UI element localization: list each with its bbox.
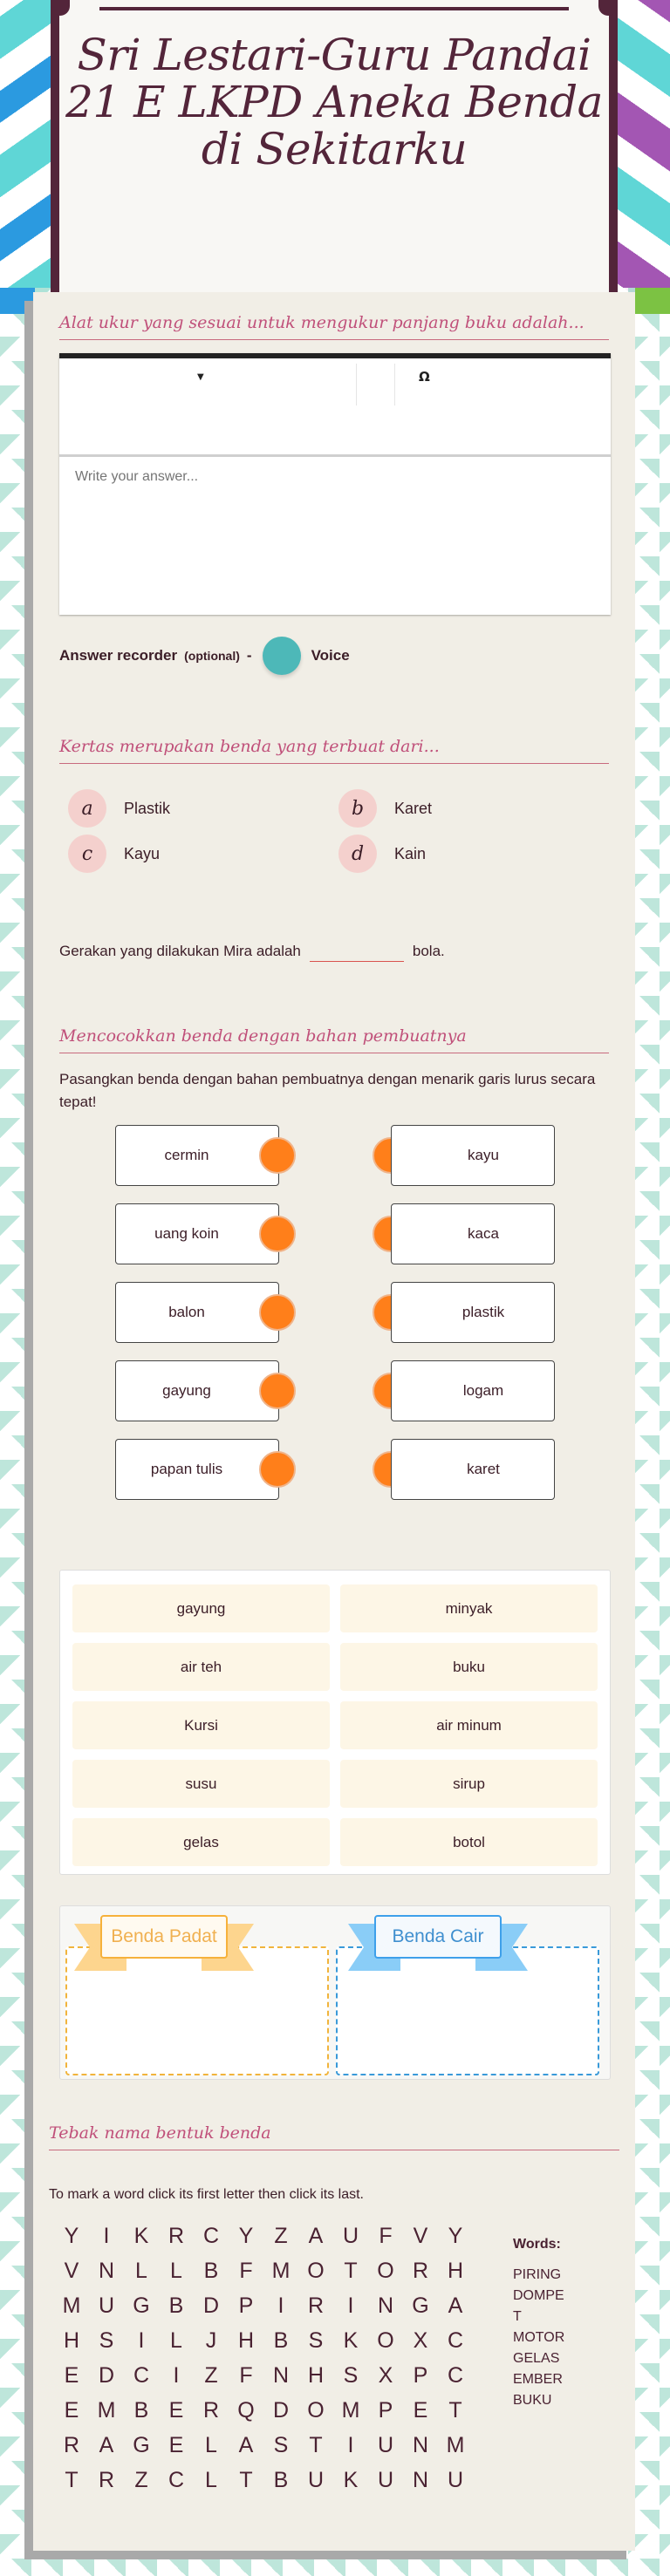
match-instruction: Pasangkan benda dengan bahan pembuatnya dengan menarik garis lurus secara tepat! [59, 1071, 596, 1110]
wordsearch-letter[interactable]: M [97, 2397, 116, 2423]
ribbon-benda-padat [74, 1915, 254, 1962]
wordsearch-letter[interactable]: G [133, 2293, 150, 2318]
wordsearch-letter[interactable]: T [239, 2467, 253, 2492]
wordsearch-letter[interactable]: T [309, 2432, 323, 2457]
drag-item[interactable]: gelas [72, 1818, 330, 1866]
wordsearch-letter[interactable]: I [103, 2223, 110, 2248]
match-right-item[interactable]: logam [391, 1360, 555, 1421]
wordsearch-letter[interactable]: U [447, 2467, 464, 2492]
wordsearch-letter[interactable]: V [64, 2258, 79, 2283]
drag-item[interactable]: botol [340, 1818, 598, 1866]
wordsearch-letter[interactable]: Z [134, 2467, 148, 2492]
wordsearch-letter[interactable]: E [168, 2432, 184, 2457]
wordsearch-letter[interactable]: U [342, 2223, 359, 2248]
option-d[interactable] [338, 835, 609, 873]
wordsearch-letter[interactable]: T [448, 2397, 462, 2423]
question-1-title: Alat ukur yang sesuai untuk mengukur panjang buku adalah... [59, 313, 609, 340]
wordsearch-letter[interactable]: C [202, 2223, 220, 2248]
wordsearch-letter[interactable]: R [63, 2432, 80, 2457]
worksheet-paper [33, 292, 635, 2551]
wordsearch-letter[interactable]: U [377, 2432, 394, 2457]
wordsearch-letter[interactable]: M [446, 2432, 465, 2457]
wordsearch-letter[interactable]: D [202, 2293, 220, 2318]
wordsearch-letter[interactable]: P [238, 2293, 254, 2318]
recorder-label: Answer recorder [59, 647, 178, 664]
title-card-corner-right [598, 0, 618, 16]
drag-item[interactable]: Kursi [72, 1701, 330, 1749]
wordsearch-letter[interactable]: O [307, 2258, 325, 2283]
toolbar-divider [356, 364, 357, 405]
wordsearch-letter[interactable]: J [205, 2327, 217, 2353]
drag-item[interactable]: susu [72, 1760, 330, 1808]
wordsearch-letter[interactable]: S [99, 2327, 114, 2353]
wordsearch-letter[interactable]: Y [238, 2223, 254, 2248]
fill-in-blank [59, 942, 445, 962]
wordsearch-letter[interactable]: K [343, 2467, 359, 2492]
wordsearch-letter[interactable]: T [344, 2258, 358, 2283]
wordsearch-letter[interactable]: Q [237, 2397, 255, 2423]
option-text: Kain [394, 844, 427, 862]
wordsearch-letter[interactable]: X [378, 2362, 393, 2388]
wordsearch-letter[interactable]: M [62, 2293, 81, 2318]
wordsearch-letter[interactable]: R [168, 2223, 185, 2248]
words-header: Words: [513, 2237, 561, 2252]
match-left-item[interactable]: papan tulis [115, 1439, 279, 1500]
wordsearch-letter[interactable]: R [412, 2258, 429, 2283]
option-text: Plastik [124, 799, 171, 817]
wordsearch-letter[interactable]: I [138, 2327, 145, 2353]
wordsearch-letter[interactable]: N [412, 2432, 429, 2457]
editor-toolbar [59, 358, 611, 457]
decor-corner-green [635, 288, 670, 314]
wordsearch-letter[interactable]: U [307, 2467, 325, 2492]
option-letter: c [68, 835, 106, 873]
wordsearch-letter[interactable]: G [412, 2293, 429, 2318]
wordsearch-letter[interactable]: N [272, 2362, 290, 2388]
answer-recorder [59, 637, 350, 675]
match-left-item[interactable]: gayung [115, 1360, 279, 1421]
category-label: Benda Cair [374, 1915, 502, 1959]
match-connector-dot[interactable] [259, 1294, 296, 1331]
blank-input[interactable] [310, 942, 404, 962]
wordsearch-letter[interactable]: A [308, 2223, 324, 2248]
question-4-title: Mencocokkan benda dengan bahan pembuatnya [59, 1026, 609, 1053]
wordsearch-letter[interactable]: P [413, 2362, 428, 2388]
title-card-rule [99, 7, 569, 10]
drag-item[interactable]: air teh [72, 1643, 330, 1691]
wordsearch-letter[interactable]: D [98, 2362, 115, 2388]
recorder-mode: Voice [311, 647, 350, 664]
wordsearch-letter[interactable]: E [168, 2397, 184, 2423]
answer-textarea[interactable] [59, 457, 611, 615]
answer-editor [59, 353, 611, 615]
option-text: Kayu [124, 844, 161, 862]
question-2-options [68, 789, 609, 873]
wordsearch-letter[interactable]: A [238, 2432, 254, 2457]
ribbon-benda-cair [348, 1915, 528, 1962]
wordsearch-letter[interactable]: M [271, 2258, 291, 2283]
question-6-title: Tebak nama bentuk benda [49, 2123, 619, 2150]
wordsearch-letter[interactable]: N [98, 2258, 115, 2283]
wordsearch-letter[interactable]: Z [204, 2362, 218, 2388]
wordsearch-letter[interactable]: X [413, 2327, 428, 2353]
word-item: DOMPET [513, 2288, 564, 2324]
option-b[interactable] [338, 789, 609, 828]
recorder-optional: (optional) [184, 649, 240, 663]
wordsearch-letter[interactable]: H [63, 2327, 80, 2353]
wordsearch-letter[interactable]: R [307, 2293, 325, 2318]
wordsearch-letter[interactable]: E [64, 2362, 79, 2388]
wordsearch-letter[interactable]: E [64, 2397, 79, 2423]
match-connector-dot[interactable] [259, 1137, 296, 1174]
wordsearch-letter[interactable]: D [272, 2397, 290, 2423]
wordsearch-letter[interactable]: O [307, 2397, 325, 2423]
match-row [115, 1282, 555, 1360]
question-2-title: Kertas merupakan benda yang terbuat dari... [59, 737, 609, 764]
wordsearch-letter[interactable]: S [343, 2362, 359, 2388]
wordsearch-letter[interactable]: L [170, 2327, 182, 2353]
record-voice-button[interactable] [263, 637, 301, 675]
match-left-item[interactable]: cermin [115, 1125, 279, 1186]
wordsearch-word-list [513, 2237, 571, 2411]
wordsearch-letter[interactable]: O [377, 2327, 394, 2353]
match-right-item[interactable]: plastik [391, 1282, 555, 1343]
wordsearch-letter[interactable]: O [377, 2258, 394, 2283]
word-item: EMBER [513, 2372, 563, 2387]
wordsearch-letter[interactable]: T [65, 2467, 79, 2492]
fill-text-before: Gerakan yang dilakukan Mira adalah [59, 942, 301, 959]
wordsearch-letter[interactable]: K [133, 2223, 149, 2248]
match-row [115, 1125, 555, 1203]
drag-item[interactable]: air minum [340, 1701, 598, 1749]
wordsearch-letter[interactable]: G [133, 2432, 150, 2457]
wordsearch-letter[interactable]: H [447, 2258, 464, 2283]
wordsearch-letter[interactable]: N [412, 2467, 429, 2492]
match-left-item[interactable]: balon [115, 1282, 279, 1343]
title-card [51, 0, 618, 296]
word-item: BUKU [513, 2393, 552, 2408]
wordsearch-letter[interactable]: I [277, 2293, 284, 2318]
drag-items-box [59, 1570, 611, 1875]
option-letter: a [68, 789, 106, 828]
special-character-icon[interactable]: Ω [419, 369, 430, 385]
match-row [115, 1439, 555, 1517]
wordsearch-letter[interactable]: U [377, 2467, 394, 2492]
wordsearch-letter[interactable]: P [378, 2397, 393, 2423]
drag-item[interactable]: sirup [340, 1760, 598, 1808]
option-text: Karet [394, 799, 433, 817]
wordsearch-letter[interactable]: I [347, 2432, 354, 2457]
category-dropzones [59, 1905, 611, 2080]
wordsearch-letter[interactable]: A [99, 2432, 114, 2457]
drag-item[interactable]: gayung [72, 1584, 330, 1632]
wordsearch-letter[interactable]: Y [448, 2223, 463, 2248]
category-label: Benda Padat [100, 1915, 228, 1959]
wordsearch-letter[interactable]: B [133, 2397, 149, 2423]
wordsearch-letter[interactable]: Z [274, 2223, 288, 2248]
drag-item[interactable]: minyak [340, 1584, 598, 1632]
wordsearch-letter[interactable]: Y [64, 2223, 79, 2248]
drag-item[interactable]: buku [340, 1643, 598, 1691]
match-row [115, 1203, 555, 1282]
wordsearch-instruction: To mark a word click its first letter then click its last. [49, 2187, 364, 2202]
option-a[interactable] [68, 789, 338, 828]
match-row [115, 1360, 555, 1439]
wordsearch-letter[interactable]: K [343, 2327, 359, 2353]
wordsearch-grid [54, 2219, 473, 2497]
wordsearch-letter[interactable]: B [273, 2327, 289, 2353]
match-connector-dot[interactable] [259, 1451, 296, 1488]
wordsearch-letter[interactable]: C [447, 2362, 464, 2388]
toolbar-divider [394, 364, 395, 405]
wordsearch-letter[interactable]: S [308, 2327, 324, 2353]
wordsearch-letter[interactable]: F [379, 2223, 393, 2248]
page-title: Sri Lestari-Guru Pandai 21 E LKPD Aneka Benda di Sekitarku [65, 30, 603, 174]
wordsearch-letter[interactable]: M [341, 2397, 360, 2423]
fill-text-after: bola. [412, 942, 445, 959]
wordsearch-letter[interactable]: F [239, 2362, 253, 2388]
option-letter: b [338, 789, 377, 828]
wordsearch-letter[interactable]: L [135, 2258, 147, 2283]
wordsearch-letter[interactable]: E [413, 2397, 428, 2423]
wordsearch-letter[interactable]: U [98, 2293, 115, 2318]
word-item: PIRING [513, 2267, 562, 2282]
wordsearch-letter[interactable]: R [202, 2397, 220, 2423]
wordsearch-letter[interactable]: F [239, 2258, 253, 2283]
wordsearch-letter[interactable]: B [168, 2293, 184, 2318]
wordsearch-letter[interactable]: V [413, 2223, 428, 2248]
option-c[interactable] [68, 835, 338, 873]
wordsearch-letter[interactable]: L [170, 2258, 182, 2283]
wordsearch-letter[interactable]: L [205, 2432, 217, 2457]
wordsearch-letter[interactable]: C [447, 2327, 464, 2353]
match-right-item[interactable]: karet [391, 1439, 555, 1500]
wordsearch-letter[interactable]: H [307, 2362, 325, 2388]
option-letter: d [338, 835, 377, 873]
match-left-item[interactable]: uang koin [115, 1203, 279, 1264]
wordsearch-letter[interactable]: I [347, 2293, 354, 2318]
matching-pairs [115, 1125, 555, 1517]
recorder-dash: - [246, 647, 252, 664]
wordsearch-letter[interactable]: C [133, 2362, 150, 2388]
caret-down-icon[interactable]: ▼ [197, 372, 204, 382]
wordsearch-letter[interactable]: B [273, 2467, 289, 2492]
match-connector-dot[interactable] [259, 1373, 296, 1409]
wordsearch-letter[interactable]: L [205, 2467, 217, 2492]
word-item: MOTOR [513, 2330, 565, 2345]
wordsearch-letter[interactable]: S [273, 2432, 289, 2457]
word-item: GELAS [513, 2351, 560, 2366]
wordsearch-letter[interactable]: N [377, 2293, 394, 2318]
wordsearch-letter[interactable]: R [98, 2467, 115, 2492]
match-right-item[interactable]: kaca [391, 1203, 555, 1264]
match-connector-dot[interactable] [259, 1216, 296, 1252]
wordsearch-letter[interactable]: B [203, 2258, 219, 2283]
wordsearch-letter[interactable]: I [173, 2362, 180, 2388]
match-right-item[interactable]: kayu [391, 1125, 555, 1186]
title-card-corner-left [51, 0, 70, 16]
wordsearch-letter[interactable]: C [168, 2467, 185, 2492]
wordsearch-letter[interactable]: A [448, 2293, 463, 2318]
header-stripes-right [615, 0, 670, 314]
wordsearch-letter[interactable]: H [237, 2327, 255, 2353]
